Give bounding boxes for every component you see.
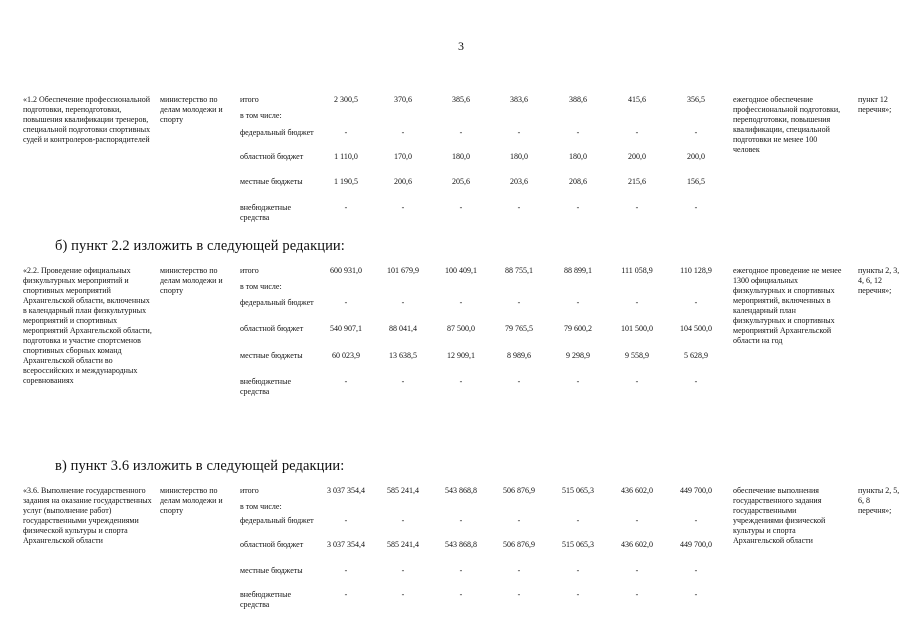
funding-source-label: итого [240,266,259,275]
funding-value: 170,0 [394,152,412,161]
responsible-executor: министерство по делам молодежи и спорту [160,95,223,124]
funding-value: 101 500,0 [621,324,653,333]
funding-value: 9 558,9 [625,351,649,360]
activity-name: «1.2 Обеспечение профессиональной подготовки, переподготовки, повышения квалификации тренеров, специальной подготовки спортивных судей и контролеров-распорядителей [23,95,151,144]
funding-value: - [576,203,580,212]
funding-value: - [401,298,405,307]
responsible-executor: министерство по делам молодежи и спорту [160,266,223,295]
funding-value: 79 600,2 [564,324,592,333]
funding-value: - [635,516,639,525]
activity-name: «2.2. Проведение официальных физкультурных мероприятий и спортивных мероприятий Архангельской области, включенных в календарный план физкультурных мероприятий и спортивных мероприятий Архангельской области, подготовка и участие спортсменов спортивных сборных команд Архангельской области во всероссийских и международных соревнованиях [23,266,152,385]
funding-source-label: областной бюджет [240,152,304,161]
activity-name: «3.6. Выполнение государственного задания на оказание государственных услуг (выполнение работ) государственными учреждениями физической культуры и спорта Архангельской области [23,486,152,545]
funding-value: - [459,203,463,212]
funding-value: 87 500,0 [447,324,475,333]
funding-value: 180,0 [452,152,470,161]
funding-value: 79 765,5 [505,324,533,333]
funding-value: 449 700,0 [680,486,712,495]
funding-source-label: в том числе: [240,111,282,120]
funding-value: - [576,128,580,137]
funding-value: 88 899,1 [564,266,592,275]
funding-value: 60 023,9 [332,351,360,360]
funding-value: 585 241,4 [387,486,419,495]
funding-value: 100 409,1 [445,266,477,275]
funding-value: - [459,128,463,137]
funding-source-label: областной бюджет [240,324,304,333]
funding-value: - [517,590,521,599]
funding-source-label: итого [240,486,259,495]
funding-value: - [517,128,521,137]
funding-value: - [344,203,348,212]
funding-value: 215,6 [628,177,646,186]
funding-value: - [517,566,521,575]
funding-value: 506 876,9 [503,486,535,495]
funding-value: 88 755,1 [505,266,533,275]
funding-value: 2 300,5 [334,95,358,104]
funding-value: 88 041,4 [389,324,417,333]
funding-value: - [694,566,698,575]
funding-value: 9 298,9 [566,351,590,360]
funding-value: 600 931,0 [330,266,362,275]
funding-value: - [635,203,639,212]
funding-value: - [576,298,580,307]
funding-source-label: местные бюджеты [240,566,303,575]
funding-value: 200,6 [394,177,412,186]
funding-value: - [401,516,405,525]
funding-value: - [401,590,405,599]
funding-source-label: внебюджетные средства [240,590,291,609]
funding-value: 540 907,1 [330,324,362,333]
funding-value: - [401,128,405,137]
funding-value: - [576,377,580,386]
funding-value: 515 065,3 [562,540,594,549]
funding-value: 370,6 [394,95,412,104]
funding-source-label: федеральный бюджет [240,128,314,137]
funding-value: 8 989,6 [507,351,531,360]
heading-item-2-2: б) пункт 2.2 изложить в следующей редакции: [55,238,345,254]
funding-value: 3 037 354,4 [327,540,365,549]
funding-value: 436 602,0 [621,486,653,495]
funding-value: - [694,298,698,307]
funding-value: 415,6 [628,95,646,104]
funding-value: 388,6 [569,95,587,104]
funding-value: - [459,298,463,307]
funding-value: - [401,566,405,575]
funding-value: 3 037 354,4 [327,486,365,495]
funding-source-label: внебюджетные средства [240,377,291,396]
funding-value: 208,6 [569,177,587,186]
funding-value: - [344,377,348,386]
funding-source-label: федеральный бюджет [240,298,314,307]
funding-value: - [344,128,348,137]
funding-value: - [635,377,639,386]
target-reference: пункты 2, 5, 6, 8 перечня»; [858,486,900,515]
funding-value: - [401,377,405,386]
expected-result: обеспечение выполнения государственного задания государственными учреждениями физической культуры и спорта Архангельской области [733,486,826,545]
funding-value: - [635,590,639,599]
funding-value: - [635,298,639,307]
funding-value: - [459,377,463,386]
funding-value: 110 128,9 [680,266,712,275]
funding-source-label: в том числе: [240,282,282,291]
funding-value: - [576,516,580,525]
funding-value: 543 868,8 [445,540,477,549]
responsible-executor: министерство по делам молодежи и спорту [160,486,223,515]
funding-value: 13 638,5 [389,351,417,360]
funding-value: 101 679,9 [387,266,419,275]
funding-value: - [694,516,698,525]
funding-value: 1 190,5 [334,177,358,186]
funding-value: 506 876,9 [503,540,535,549]
target-reference: пункты 2, 3, 4, 6, 12 перечня»; [858,266,900,295]
funding-value: 111 058,9 [621,266,653,275]
funding-source-label: итого [240,95,259,104]
funding-value: - [576,566,580,575]
funding-value: - [517,377,521,386]
funding-value: 5 628,9 [684,351,708,360]
funding-value: 1 110,0 [334,152,358,161]
funding-value: - [694,128,698,137]
funding-source-label: внебюджетные средства [240,203,291,222]
funding-value: - [344,590,348,599]
funding-value: 515 065,3 [562,486,594,495]
funding-value: 383,6 [510,95,528,104]
funding-value: 385,6 [452,95,470,104]
funding-value: 585 241,4 [387,540,419,549]
funding-value: - [344,298,348,307]
funding-value: - [576,590,580,599]
funding-value: 200,0 [628,152,646,161]
expected-result: ежегодное обеспечение профессиональной подготовки, переподготовки, повышения квалификации, специальной подготовки не менее 100 человек [733,95,841,154]
funding-value: 543 868,8 [445,486,477,495]
funding-value: - [459,590,463,599]
funding-value: - [694,590,698,599]
funding-value: - [635,566,639,575]
funding-value: 180,0 [569,152,587,161]
funding-value: - [517,298,521,307]
funding-source-label: в том числе: [240,502,282,511]
heading-item-3-6: в) пункт 3.6 изложить в следующей редакции: [55,458,345,474]
target-reference: пункт 12 перечня»; [858,95,892,114]
funding-value: - [635,128,639,137]
expected-result: ежегодное проведение не менее 1300 официальных физкультурных и спортивных мероприятий, включенных в календарный план физкультурных и спортивных мероприятий Архангельской области на год [733,266,842,345]
funding-source-label: федеральный бюджет [240,516,314,525]
funding-value: - [694,203,698,212]
funding-value: - [459,566,463,575]
funding-value: 449 700,0 [680,540,712,549]
funding-value: - [344,566,348,575]
funding-value: - [517,516,521,525]
funding-value: 12 909,1 [447,351,475,360]
funding-source-label: местные бюджеты [240,177,303,186]
funding-value: 156,5 [687,177,705,186]
funding-value: - [517,203,521,212]
funding-value: 200,0 [687,152,705,161]
funding-source-label: областной бюджет [240,540,304,549]
funding-value: - [694,377,698,386]
funding-value: - [401,203,405,212]
funding-value: 180,0 [510,152,528,161]
funding-source-label: местные бюджеты [240,351,303,360]
funding-value: - [344,516,348,525]
funding-value: - [459,516,463,525]
funding-value: 356,5 [687,95,705,104]
funding-value: 205,6 [452,177,470,186]
funding-value: 436 602,0 [621,540,653,549]
funding-value: 104 500,0 [680,324,712,333]
funding-value: 203,6 [510,177,528,186]
page-number: 3 [458,39,464,53]
